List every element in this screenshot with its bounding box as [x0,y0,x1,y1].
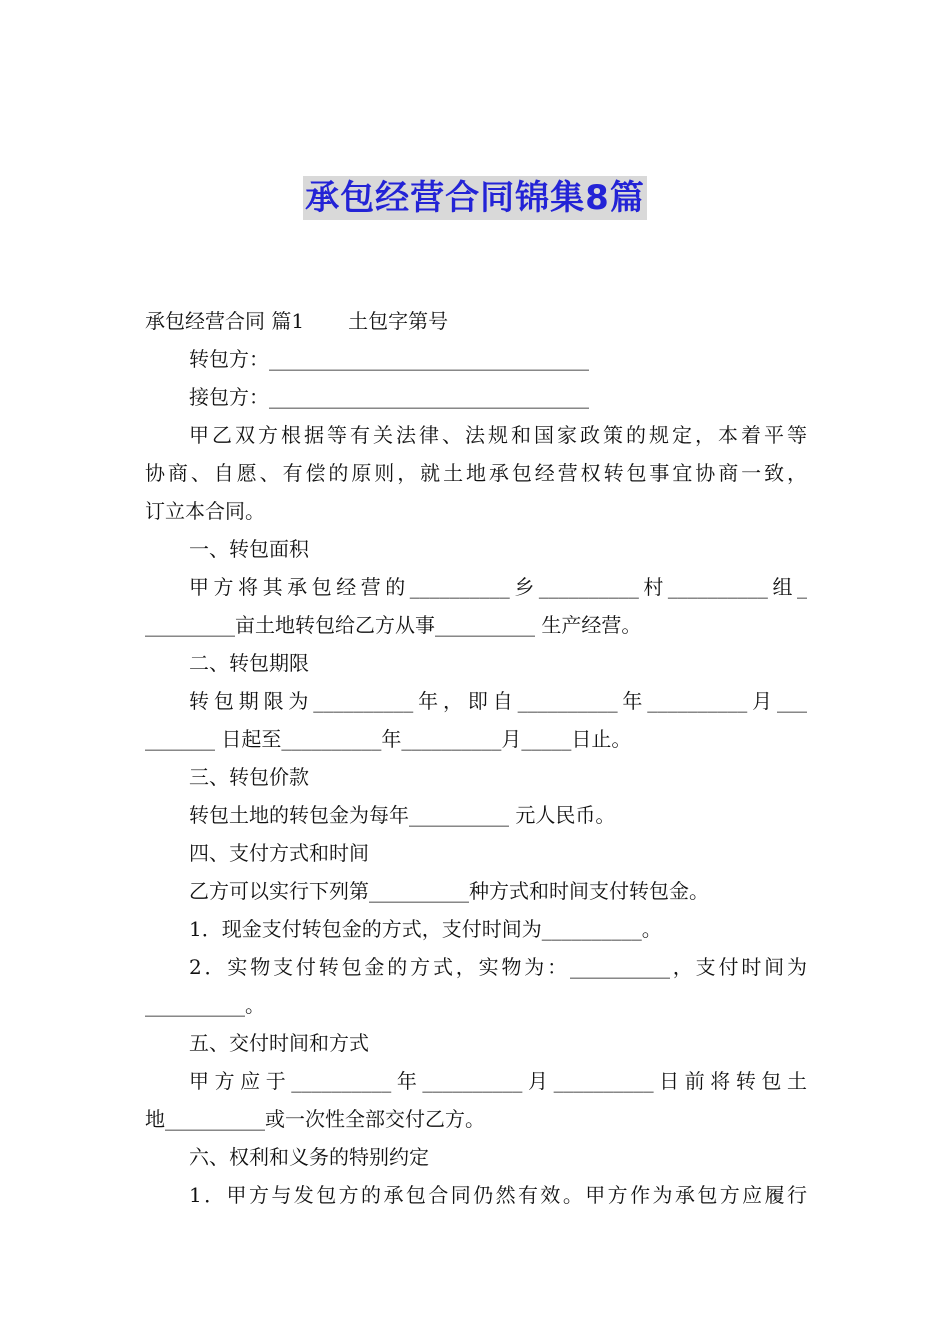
paragraph-line: 协商、自愿、有偿的原则，就土地承包经营权转包事宜协商一致， [145,461,807,485]
paragraph-line: 甲方将其承包经营的__________乡__________村__________组_ [189,575,807,599]
paragraph-line: 订立本合同。 [145,499,265,523]
paragraph-line: _______ 日起至__________年__________月_____日止。 [145,727,632,751]
transferee-line: 接包方：________________________________ [189,385,589,409]
section-heading-line [145,302,807,340]
section-heading: 承包经营合同 篇1 [145,309,305,333]
document-title: 承包经营合同锦集8篇 [305,178,645,218]
list-item: 1．现金支付转包金的方式，支付时间为__________。 [189,917,662,941]
paragraph-line: 甲方应于__________年__________月__________日前将转包土 [189,1069,807,1093]
list-item: 2．实物支付转包金的方式，实物为：__________，支付时间为 [189,955,807,979]
paragraph-line: 地__________或一次性全部交付乙方。 [145,1107,485,1131]
contract-number: 土包字第号 [348,309,449,333]
transferor-line: 转包方：________________________________ [189,347,589,371]
clause-heading: 二、转包期限 [189,651,309,675]
clause-heading: 五、交付时间和方式 [189,1031,369,1055]
paragraph-line: __________。 [145,993,265,1017]
clause-heading: 一、转包面积 [189,537,309,561]
document-body [145,302,807,1214]
paragraph-line: _________亩土地转包给乙方从事__________ 生产经营。 [145,613,642,637]
clause-heading: 六、权利和义务的特别约定 [189,1145,429,1169]
list-item: 1．甲方与发包方的承包合同仍然有效。甲方作为承包方应履行 [189,1183,807,1207]
paragraph-line: 乙方可以实行下列第__________种方式和时间支付转包金。 [189,879,709,903]
paragraph-line: 甲乙双方根据等有关法律、法规和国家政策的规定，本着平等 [189,423,807,447]
clause-heading: 四、支付方式和时间 [189,841,369,865]
clause-heading: 三、转包价款 [189,765,309,789]
paragraph-line: 转包期限为__________年，即自__________年__________月___ [189,689,807,713]
paragraph-line: 转包土地的转包金为每年__________ 元人民币。 [189,803,616,827]
